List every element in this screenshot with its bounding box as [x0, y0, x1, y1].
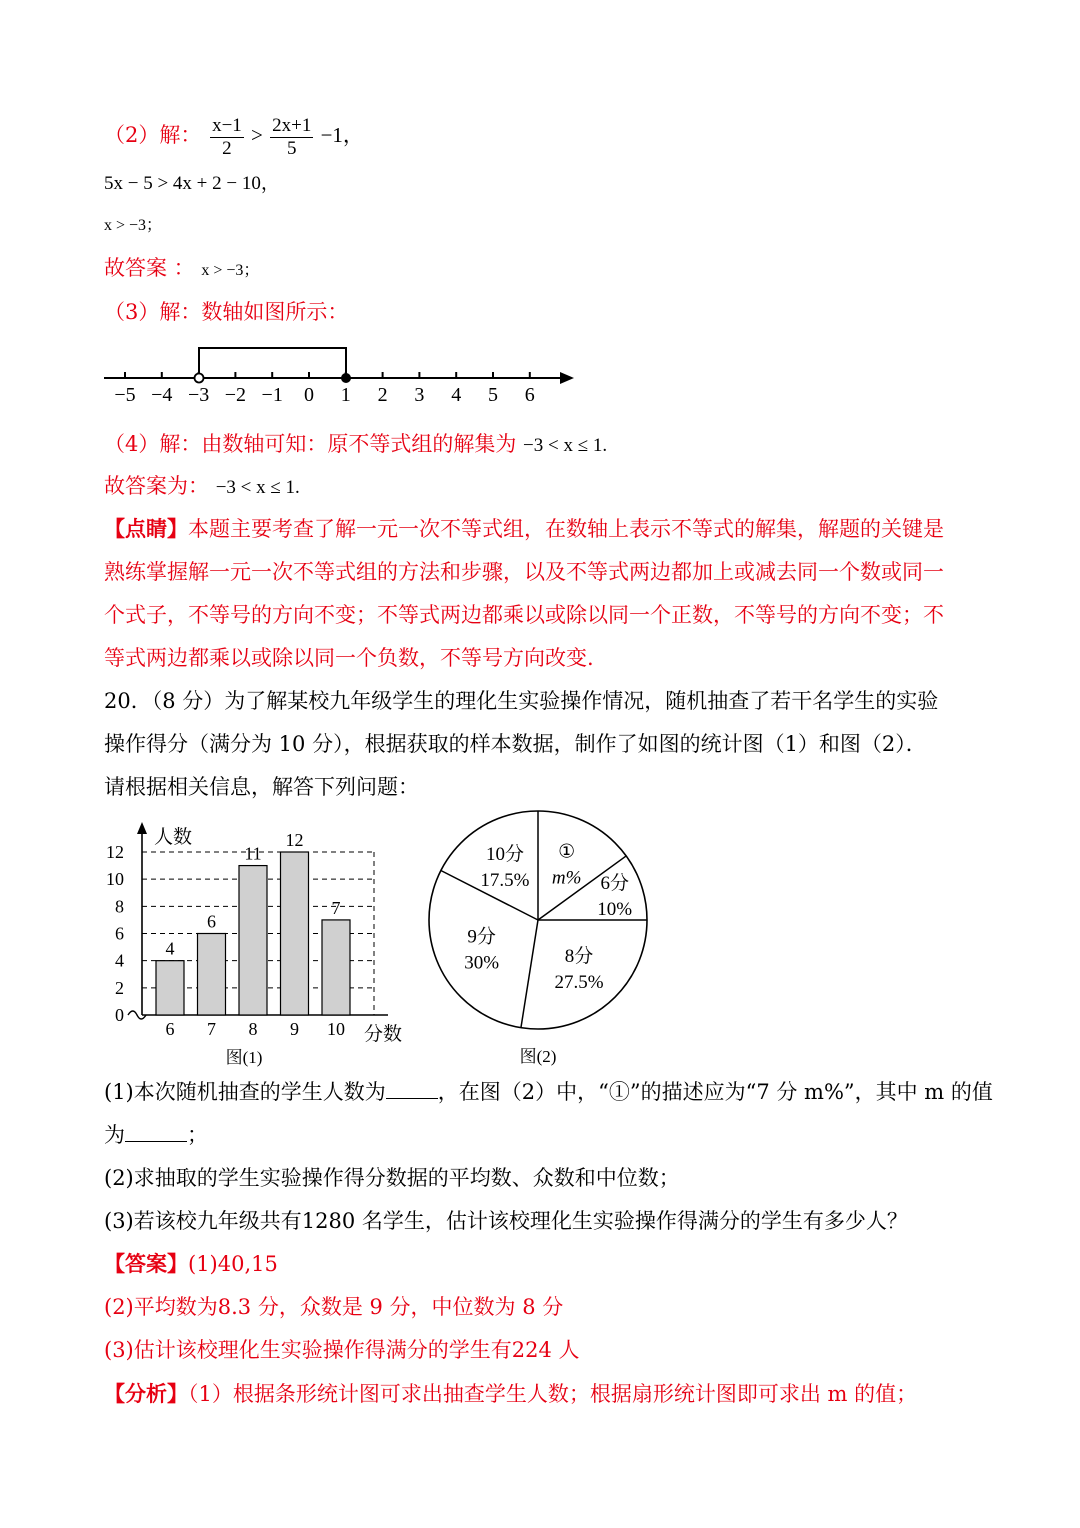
number-line-label: −5 [114, 384, 136, 406]
open-point [195, 374, 204, 383]
number-line-label: 4 [451, 384, 462, 406]
chart-title: 图(1) [225, 1048, 263, 1067]
sub1-line: (1)本次随机抽查的学生人数为 ，在图（2）中，“①”的描述应为“7 分 m%”，其中 m 的值 [104, 1080, 993, 1104]
number-line-label: −2 [224, 384, 247, 406]
y-tick-label: 12 [106, 842, 124, 862]
analysis-line1: 【分析】（1）根据条形统计图可求出抽查学生人数；根据扇形统计图即可求出 m 的值； [104, 1381, 918, 1406]
solution2-inequality: $\frac{x-1}{2}$ > $\frac{2x+1}{5}$ −1， [212, 114, 364, 159]
solution4-answer-label: 故答案为： [104, 474, 209, 498]
y-tick-label: 8 [115, 896, 124, 917]
comment-line4: 等式两边都乘以或除以同一个负数，不等号方向改变. [104, 646, 594, 670]
solution4-line [104, 430, 607, 460]
answer-value: x > −3； [201, 262, 260, 279]
answer-blank-1[interactable] [386, 1078, 438, 1099]
closed-point [341, 373, 351, 383]
bar [156, 961, 184, 1015]
bar-value-label: 12 [285, 830, 304, 850]
bar [198, 934, 226, 1016]
solution4-answer [104, 472, 300, 502]
question20-line3: 请根据相关信息，解答下列问题： [104, 775, 419, 799]
arrow-right-icon [560, 372, 574, 384]
number-line [96, 338, 586, 412]
solution4-text: （4）解：由数轴可知：原不等式组的解集为 [104, 432, 517, 456]
number-line-label: −1 [261, 384, 283, 406]
y-tick-label: 4 [115, 950, 124, 971]
chart-title: 图(2) [519, 1047, 557, 1066]
y-tick-label: 6 [115, 923, 124, 944]
solution4-set: −3 < x ≤ 1. [523, 435, 608, 456]
number-line-label: 3 [414, 384, 425, 406]
number-line-label: 0 [304, 384, 314, 406]
y-tick-label: 2 [115, 977, 124, 998]
sub2-line: (2)求抽取的学生实验操作得分数据的平均数、众数和中位数； [104, 1166, 680, 1190]
answer-blank-2[interactable] [125, 1121, 187, 1142]
bar [239, 866, 267, 1015]
number-line-label: −4 [151, 384, 173, 406]
comment-line3: 个式子，不等号的方向不变；不等式两边都乘以或除以同一个正数，不等号的方向不变；不 [104, 603, 944, 627]
x-tick-label: 9 [290, 1019, 299, 1039]
y-tick-label: 0 [115, 1005, 124, 1025]
answer-line1: 【答案】(1)40,15 [104, 1251, 278, 1276]
sub1-line2: 为 ； [104, 1123, 208, 1147]
pie-slice-percent: 17.5% [480, 870, 530, 892]
pie-slice-percent: m% [551, 867, 582, 889]
solution3-text: （3）解：数轴如图所示： [104, 300, 349, 324]
x-axis-label: 分数 [364, 1024, 403, 1045]
number-line-label: 6 [524, 384, 535, 406]
solution4-answer-value: −3 < x ≤ 1. [215, 477, 300, 498]
comment-tag: 【点睛】 [104, 516, 188, 541]
pie-chart [420, 806, 660, 1071]
pie-slice-percent: 30% [464, 952, 500, 974]
number-line-label: 5 [488, 384, 498, 406]
bar-value-label: 6 [207, 911, 216, 932]
bar-value-label: 11 [244, 843, 262, 864]
number-line-label: 1 [340, 384, 351, 406]
sub3-line: (3)若该校九年级共有1280 名学生，估计该校理化生实验操作得满分的学生有多少人？ [104, 1209, 908, 1233]
x-tick-label: 7 [207, 1019, 216, 1039]
x-tick-label: 6 [165, 1019, 175, 1039]
answer-line2: (2)平均数为8.3 分，众数是 9 分，中位数为 8 分 [104, 1295, 564, 1319]
y-tick-label: 10 [106, 869, 124, 890]
comment-line2: 熟练掌握解一元一次不等式组的方法和步骤，以及不等式两边都加上或减去同一个数或同一 [104, 560, 944, 584]
solution2-step1: 5x − 5 > 4x + 2 − 10， [104, 173, 280, 194]
comment-line1: 【点睛】本题主要考查了解一元一次不等式组，在数轴上表示不等式的解集，解题的关键是 [104, 516, 944, 541]
number-line-label: 2 [377, 384, 388, 406]
fraction-left: $\frac{x-1}{2}$ [212, 114, 242, 159]
question20-line1: 20．（8 分）为了解某校九年级学生的理化生实验操作情况，随机抽查了若干名学生的实验 [104, 689, 939, 713]
bar [322, 920, 350, 1015]
bar-chart [98, 818, 418, 1073]
analysis-tag: 【分析】 [104, 1381, 188, 1406]
question20-line2: 操作得分（满分为 10 分），根据获取的样本数据，制作了如图的统计图（1）和图（2）． [104, 732, 927, 756]
bar-value-label: 7 [331, 897, 341, 918]
bar [281, 852, 309, 1015]
y-arrow-icon [137, 822, 147, 834]
solution2-prefix: （2）解： [104, 123, 202, 147]
pie-slice-label: 9分 [467, 926, 496, 948]
bar-value-label: 4 [165, 938, 175, 959]
solution2-step2: x > −3； [104, 217, 163, 234]
pie-slice-percent: 10% [597, 899, 633, 921]
x-tick-label: 8 [248, 1019, 258, 1039]
number-line-label: −3 [187, 384, 210, 406]
pie-slice-label: ① [558, 841, 576, 863]
pie-slice-label: 10分 [485, 844, 524, 866]
solution2-line [104, 112, 364, 158]
pie-slice-percent: 27.5% [554, 972, 604, 994]
answer-tag: 【答案】 [104, 1251, 188, 1276]
pie-slice-label: 8分 [564, 946, 594, 968]
pie-slice-label: 6分 [600, 873, 629, 895]
x-tick-label: 10 [327, 1019, 345, 1039]
answer-label: 故答案 ： [104, 256, 195, 280]
fraction-right: $\frac{2x+1}{5}$ [272, 114, 312, 159]
y-axis-label: 人数 [154, 827, 193, 848]
solution2-answer [104, 254, 259, 285]
answer-line3: (3)估计该校理化生实验操作得满分的学生有224 人 [104, 1338, 580, 1362]
